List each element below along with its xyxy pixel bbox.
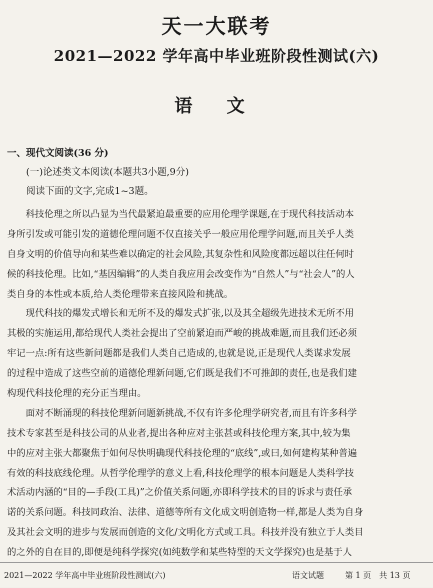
passage-line: 类自身的本性或本质,给人类伦理带来直接风险和挑战。	[7, 288, 234, 300]
passage-line: 牢记一点:所有这些新问题都是我们人类自己造成的,也就是说,正是现代人类谋求发展	[7, 348, 351, 360]
part-heading: (一)论述类文本阅读(本题共3小题,9分)	[26, 167, 189, 178]
passage-line: 及其社会文明的进步与发展而创造的文化/文明化方式或工具。科技并没有独立于人类目	[7, 527, 364, 539]
passage-line: 技术专家甚至是科技公司的从业者,提出各种应对主张甚或科技伦理方案,其中,较为集	[7, 427, 351, 439]
passage-line: 身所引发或可能引发的道德伦理问题不仅直接关乎一般应用伦理学问题,而且关乎人类	[7, 228, 354, 240]
passage-body	[7, 205, 419, 563]
passage-line: 的之外的自在目的,即便是纯科学探究(如纯数学和某些特型的天文学探究)也是基于人	[7, 547, 352, 559]
passage-line: 科技伦理之所以凸显为当代最紧迫最重要的应用伦理学课题,在于现代科技活动本	[7, 209, 354, 220]
exam-subtitle: 2021—2022 学年高中毕业班阶段性测试(六)	[53, 47, 380, 65]
passage-line: 面对不断涌现的科技伦理新问题新挑战,不仅有许多伦理学研究者,而且有许多科学	[7, 407, 357, 419]
passage-line: 其极的实施运用,都给现代人类社会提出了空前紧迫而严峻的挑战难题,而且我们还必须	[7, 328, 357, 340]
exam-title: 天一大联考	[161, 14, 272, 38]
footer-exam-name: 2021—2022 学年高中毕业班阶段性测试(六)	[4, 571, 166, 580]
passage-line: 自身文明的价值导向和某些难以确定的社会风险,其复杂性和风险度都远超以往任何时	[7, 248, 354, 260]
section-heading: 一、现代文阅读(36 分)	[7, 148, 109, 159]
passage-line: 现代科技的爆发式增长和无所不及的爆发式扩张,以及其全超级先进技术无所不用	[7, 308, 354, 320]
passage-line: 术活动内涵的“目的—手段(工具)”之价值关系问题,亦即科学技术的目的诉求与责任承	[7, 487, 353, 499]
passage-line: 的过程中造成了这些空前的道德伦理新问题,它们既是我们不可推卸的责任,也是我们建	[7, 368, 357, 380]
footer-page-number: 第 1 页 共 13 页	[345, 571, 411, 580]
passage-line: 候的科技伦理。比如,“基因编辑”的人类自我应用会改变作为“自然人”与“社会人”的人	[7, 268, 355, 280]
page-footer	[0, 562, 433, 588]
passage-line: 诺的关系问题。科技同政治、法律、道德等所有文化成文明创造物一样,都是人类为自身	[7, 507, 364, 519]
passage-line: 中的应对主张大都聚焦于如何尽快明确现代科技伦理的“底线”,或曰,如何建构某种普遍	[7, 447, 358, 459]
reading-instruction: 阅读下面的文字,完成1~3题。	[26, 186, 154, 197]
footer-subject: 语文试题	[292, 571, 324, 580]
passage-line: 有效的科技底线伦理。从哲学伦理学的意义上看,科技伦理学的根本问题是人类科学技	[7, 467, 354, 479]
passage-line: 构现代科技伦理的充分正当理由。	[7, 388, 147, 400]
subject-title: 语 文	[174, 96, 259, 117]
